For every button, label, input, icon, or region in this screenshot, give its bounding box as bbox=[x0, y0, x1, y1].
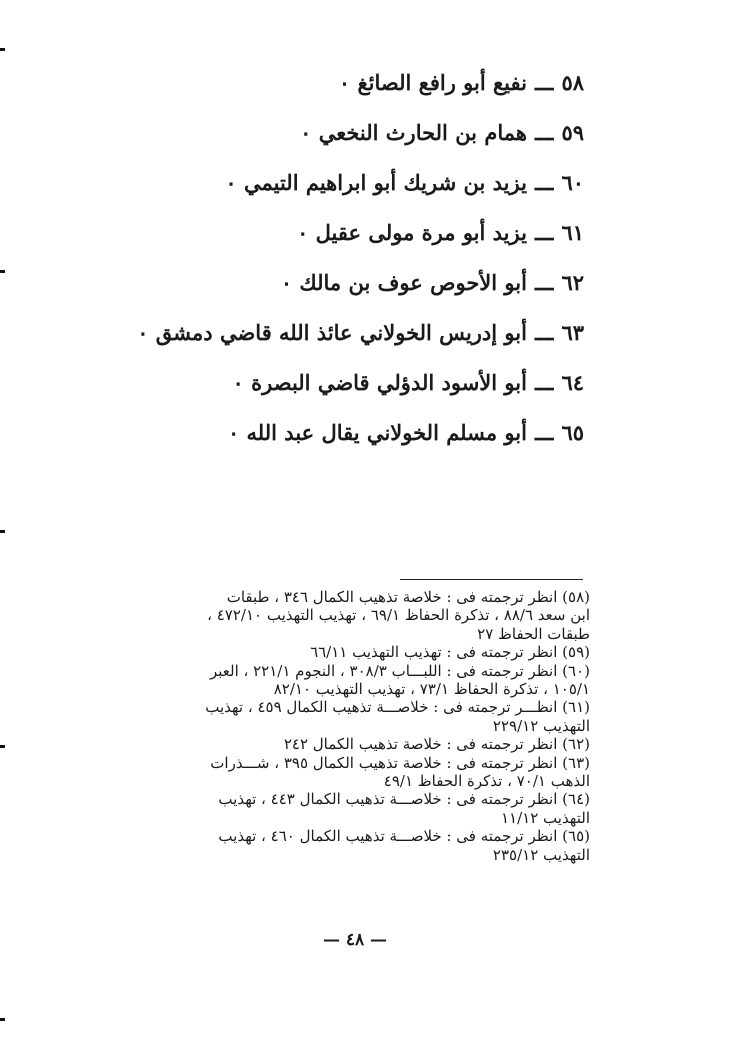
entry-dash: ـــ bbox=[534, 170, 554, 195]
footnote-line: (٦٤) انظر ترجمته فى : خلاصـــة تذهيب الكمال ٤٤٣ ، تهذيب bbox=[218, 790, 590, 809]
list-item bbox=[144, 158, 584, 208]
entry-text: أبو الأحوص عوف بن مالك ٠ bbox=[280, 270, 527, 295]
entry-number: ٦٠ bbox=[561, 170, 584, 195]
page-number: — ٤٨ — bbox=[322, 930, 388, 950]
footnote-line: التهذيب ١١/١٢ bbox=[500, 808, 590, 827]
footnote-line: طبقات الحفاظ ٢٧ bbox=[477, 624, 590, 643]
footnote bbox=[70, 588, 590, 643]
entry-text: يزيد بن شريك أبو ابراهيم التيمي ٠ bbox=[225, 170, 527, 195]
entry-number: ٦٣ bbox=[561, 320, 584, 345]
entry-dash: ـــ bbox=[534, 370, 554, 395]
footnote-line: التهذيب ٢٢٩/١٢ bbox=[492, 716, 590, 735]
entry-number: ٥٩ bbox=[561, 120, 584, 145]
footnote-line: الذهب ٧٠/١ ، تذكرة الحفاظ ٤٩/١ bbox=[383, 772, 590, 791]
footnote bbox=[70, 827, 590, 864]
entry-number: ٦٥ bbox=[561, 420, 584, 445]
footnote-line: (٦٣) انظر ترجمته فى : خلاصة تذهيب الكمال ٣٩٥ ، شـــذرات bbox=[210, 753, 590, 772]
footnote-line: (٥٩) انظر ترجمته فى : تهذيب التهذيب ٦٦/١١ bbox=[310, 643, 590, 662]
entry-number: ٦٤ bbox=[561, 370, 584, 395]
entry-text: أبو إدريس الخولاني عائذ الله قاضي دمشق ٠ bbox=[137, 320, 527, 345]
footnote-line: (٦١) انظـــر ترجمته فى : خلاصـــة تذهيب الكمال ٤٥٩ ، تهذيب bbox=[205, 698, 590, 717]
list-item bbox=[144, 108, 584, 158]
footnotes bbox=[70, 588, 590, 864]
scan-mark bbox=[0, 745, 5, 748]
scan-mark bbox=[0, 1018, 5, 1021]
entry-text: أبو الأسود الدؤلي قاضي البصرة ٠ bbox=[232, 370, 527, 395]
footnote-line: (٥٨) انظر ترجمته فى : خلاصة تذهيب الكمال ٣٤٦ ، طبقات bbox=[226, 588, 590, 606]
footnote bbox=[70, 735, 590, 753]
entry-dash: ـــ bbox=[534, 270, 554, 295]
entry-number: ٦١ bbox=[561, 220, 584, 245]
footnote-line: التهذيب ٢٣٥/١٢ bbox=[492, 845, 590, 864]
footnote-line: ابن سعد ٨٨/٦ ، تذكرة الحفاظ ٦٩/١ ، تهذيب التهذيب ٤٧٢/١٠ ، bbox=[207, 606, 590, 625]
entry-text: همام بن الحارث النخعي ٠ bbox=[300, 120, 527, 145]
list-item bbox=[144, 58, 584, 108]
entry-number: ٦٢ bbox=[561, 270, 584, 295]
entry-text: نفيع أبو رافع الصائغ ٠ bbox=[338, 70, 527, 95]
footnote bbox=[70, 754, 590, 791]
list-item bbox=[144, 408, 584, 458]
entry-dash: ـــ bbox=[534, 70, 554, 95]
footnote bbox=[70, 698, 590, 735]
list-item bbox=[144, 258, 584, 308]
entry-dash: ـــ bbox=[534, 320, 554, 345]
footnote-line: (٦٠) انظر ترجمته فى : اللبـــاب ٣٠٨/٣ ، النجوم ٢٢١/١ ، العبر bbox=[209, 661, 590, 680]
entry-dash: ـــ bbox=[534, 420, 554, 445]
list-item bbox=[144, 358, 584, 408]
entry-text: يزيد أبو مرة مولى عقيل ٠ bbox=[297, 220, 527, 245]
list-item bbox=[137, 308, 584, 358]
footnote bbox=[70, 790, 590, 827]
footnote bbox=[70, 643, 590, 661]
footnote-line: ١٠٥/١ ، تذكرة الحفاظ ٧٣/١ ، تهذيب التهذيب ٨٢/١٠ bbox=[273, 680, 590, 699]
footnote-divider bbox=[400, 579, 583, 580]
entry-text: أبو مسلم الخولاني يقال عبد الله ٠ bbox=[227, 420, 527, 445]
entry-list bbox=[137, 58, 584, 458]
footnote-line: (٦٥) انظر ترجمته فى : خلاصـــة تذهيب الكمال ٤٦٠ ، تهذيب bbox=[218, 827, 590, 846]
entry-dash: ـــ bbox=[534, 120, 554, 145]
scan-mark bbox=[0, 48, 5, 51]
scan-mark bbox=[0, 270, 5, 273]
footnote bbox=[70, 662, 590, 699]
entry-number: ٥٨ bbox=[561, 70, 584, 95]
list-item bbox=[144, 208, 584, 258]
footnote-line: (٦٢) انظر ترجمته فى : خلاصة تذهيب الكمال ٢٤٢ bbox=[283, 735, 590, 754]
entry-dash: ـــ bbox=[534, 220, 554, 245]
scan-mark bbox=[0, 530, 5, 533]
